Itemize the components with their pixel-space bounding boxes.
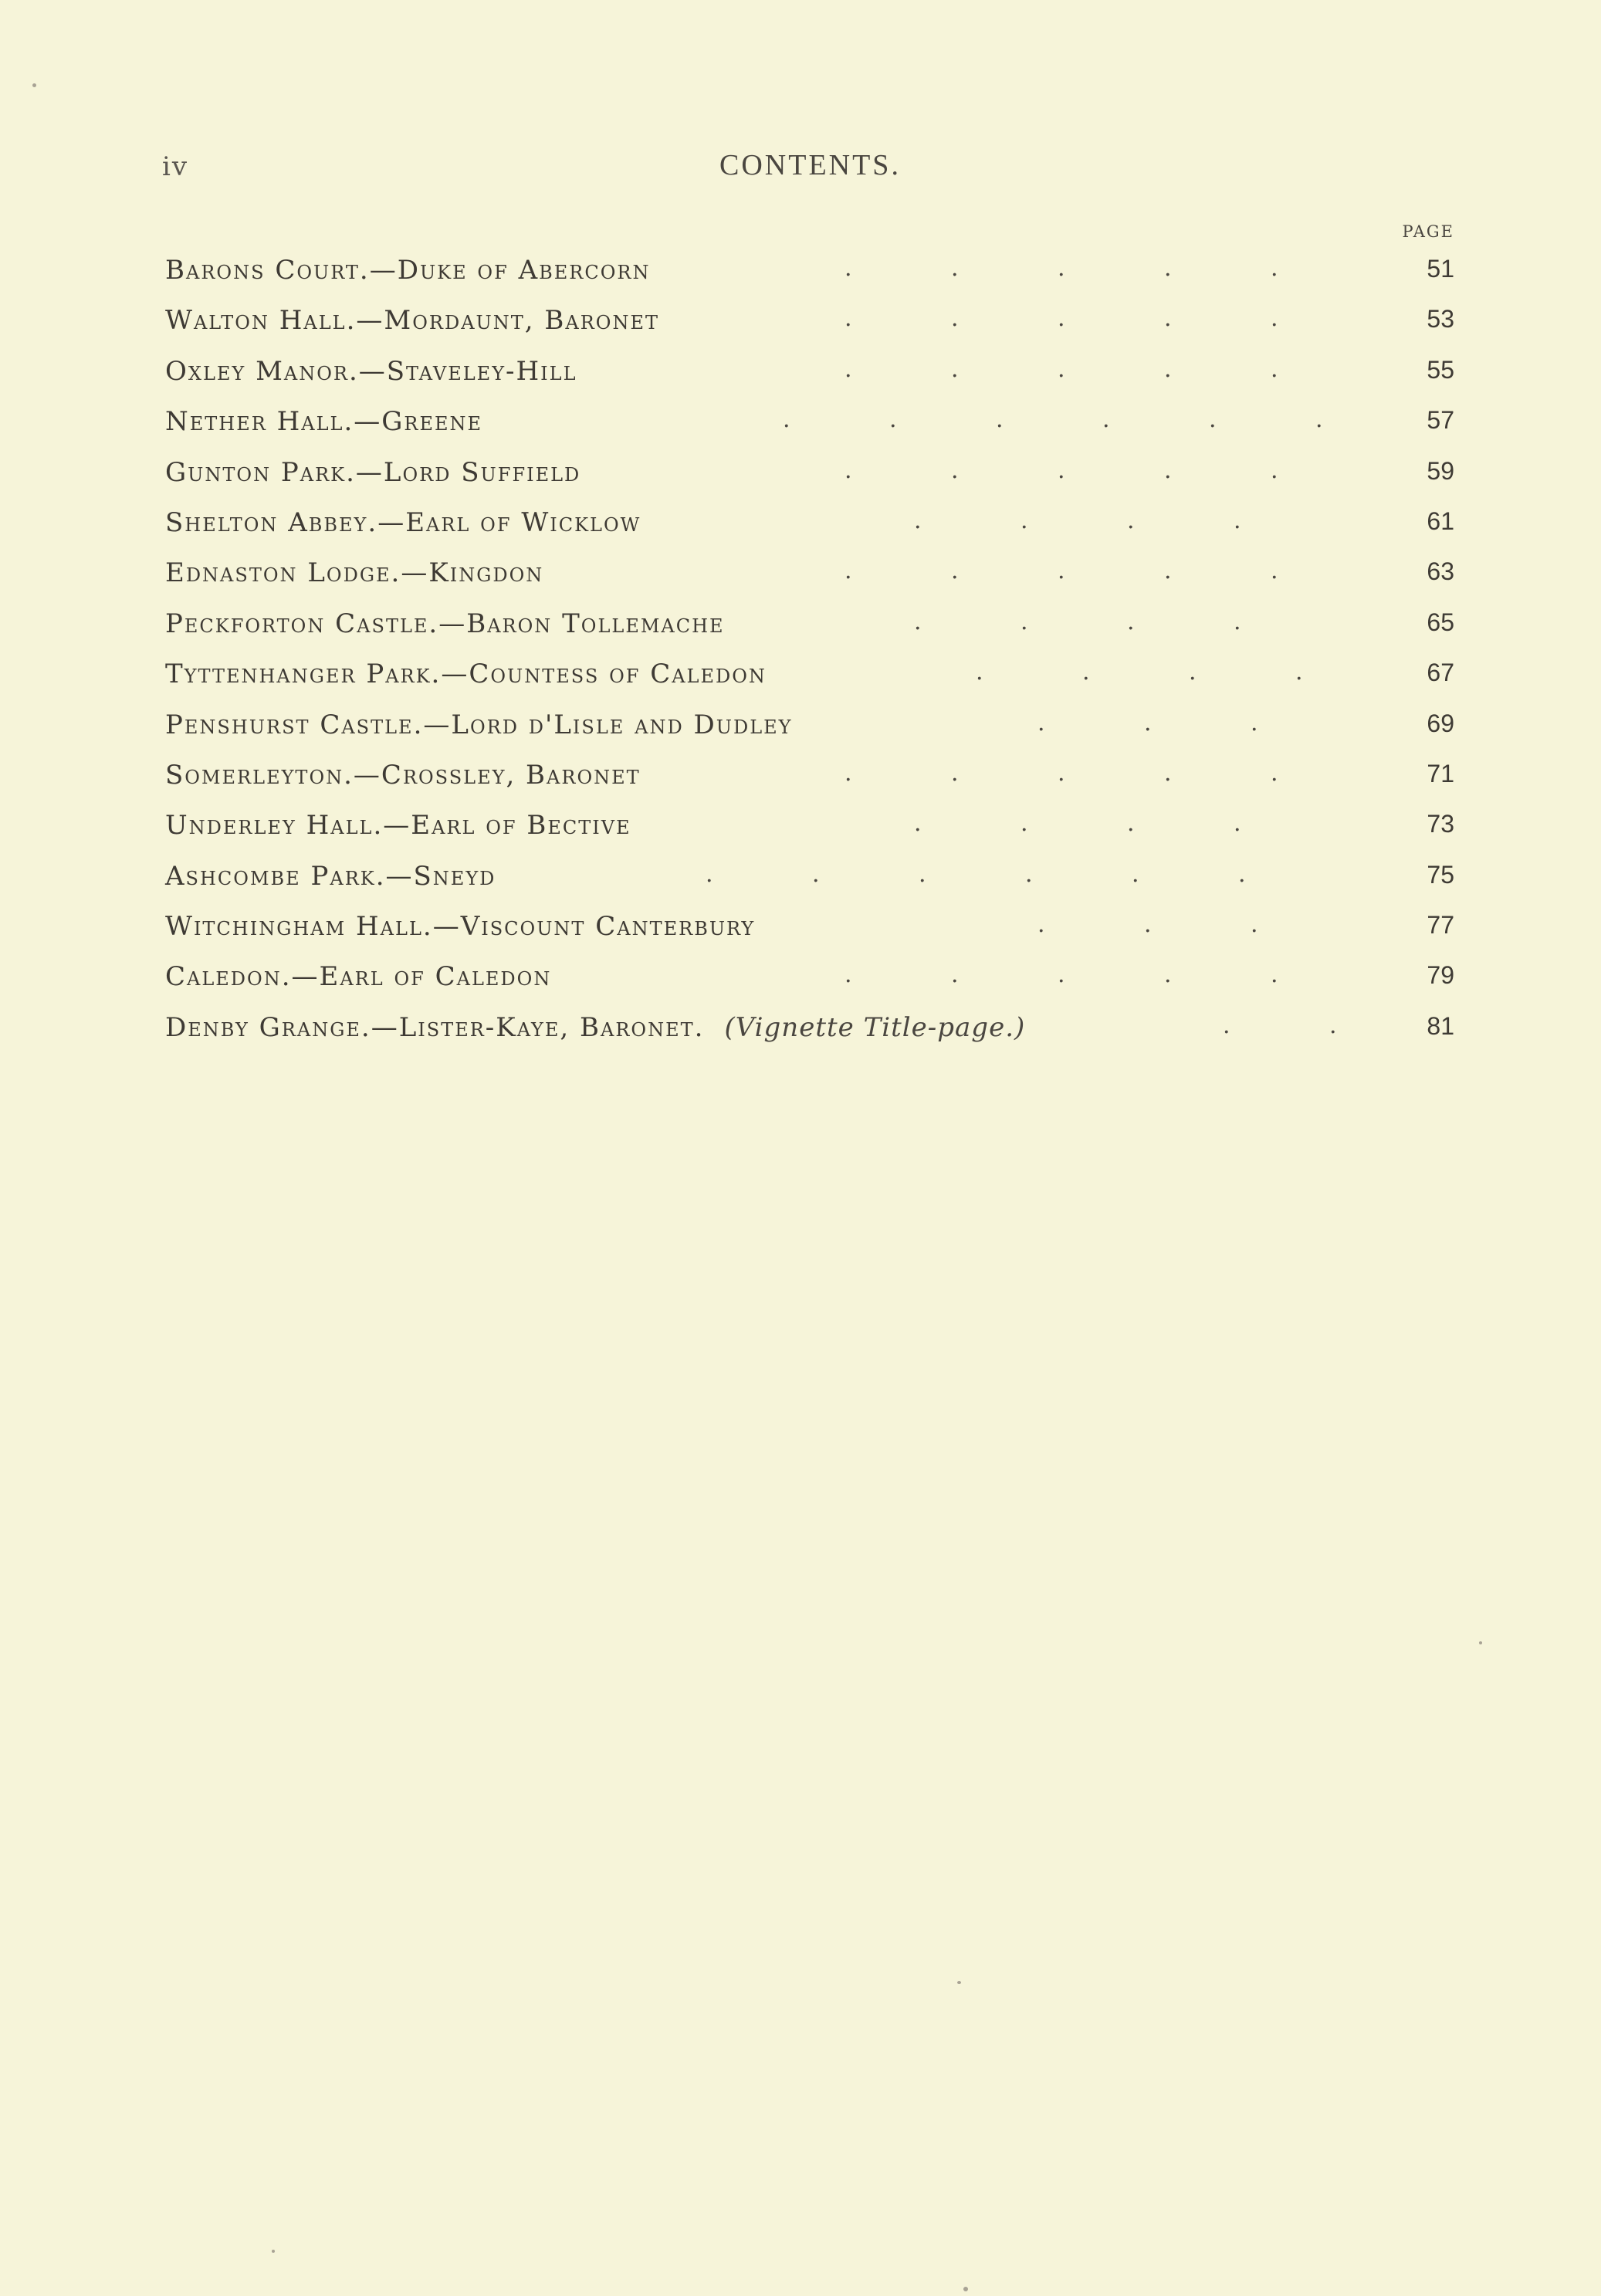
toc-entry [165, 861, 1454, 911]
leader-dot: . [1144, 709, 1152, 737]
leader-dot: . [1082, 659, 1090, 686]
leader-dot: . [812, 860, 820, 888]
leader-dot: . [976, 659, 983, 686]
leader-dot: . [1234, 810, 1241, 838]
toc-entry [165, 961, 1454, 1011]
leader-dot: . [1164, 759, 1172, 787]
entry-note: (Vignette Title-page.) [724, 1011, 1026, 1043]
toc-page-number: 75 [1427, 860, 1454, 889]
leader-dot: . [951, 305, 959, 333]
leader-dot: . [845, 305, 852, 333]
leader-dot: . [1164, 255, 1172, 282]
toc-entry [165, 810, 1454, 860]
leader-dot: . [1189, 659, 1197, 686]
leader-dot: . [1223, 1011, 1230, 1039]
leader-dot: . [1127, 506, 1135, 534]
leader-dot: . [1271, 759, 1278, 787]
toc-page-number: 63 [1427, 557, 1454, 586]
leader-dot: . [845, 456, 852, 484]
toc-entry [165, 608, 1454, 659]
leader-dot: . [1209, 406, 1217, 434]
dot-leaders [165, 608, 1400, 639]
toc-entry [165, 1012, 1454, 1062]
toc-page-number: 73 [1427, 810, 1454, 838]
toc-entry [165, 255, 1454, 305]
dot-leaders [165, 406, 1400, 437]
leader-dot: . [914, 608, 922, 635]
toc-page-number: 71 [1427, 759, 1454, 787]
leader-dot: . [951, 557, 959, 585]
toc-page-number: 77 [1427, 911, 1454, 940]
leader-dot: . [1295, 659, 1303, 686]
toc-entry [165, 507, 1454, 557]
leader-dot: . [919, 860, 926, 888]
leader-dot: . [706, 860, 713, 888]
toc-page-number: 65 [1427, 608, 1454, 636]
leader-dot: . [1037, 709, 1045, 737]
leader-dot: . [1164, 305, 1172, 333]
leader-dot: . [951, 255, 959, 282]
toc-entry [165, 305, 1454, 355]
leader-dot: . [951, 355, 959, 383]
leader-dot: . [1058, 456, 1065, 484]
entry-title-text: Denby Grange.—Lister-Kaye, Baronet. [165, 1011, 705, 1043]
dot-leaders [165, 305, 1400, 336]
leader-dot: . [1315, 406, 1323, 434]
leader-dot: . [914, 810, 922, 838]
leader-dot: . [1164, 355, 1172, 383]
toc-page-number: 53 [1427, 305, 1454, 334]
dot-leaders [165, 709, 1400, 740]
toc-page-number: 55 [1427, 355, 1454, 384]
dot-leaders [165, 557, 1400, 588]
dot-leaders [165, 810, 1400, 841]
leader-dot: . [1271, 961, 1278, 989]
toc-page-number: 79 [1427, 961, 1454, 990]
leader-dot: . [1271, 355, 1278, 383]
leader-dot: . [1271, 255, 1278, 282]
toc-entry [165, 557, 1454, 608]
leader-dot: . [1058, 255, 1065, 282]
paper-speck [963, 2287, 968, 2291]
entry-title-text: Oxley Manor.—Staveley-Hill [165, 355, 577, 387]
paper-speck [1479, 1641, 1482, 1644]
entry-title-text: Ednaston Lodge.—Kingdon [165, 557, 544, 589]
running-head-title: CONTENTS. [719, 149, 901, 181]
entry-title-text: Underley Hall.—Earl of Bective [165, 810, 631, 842]
leader-dot: . [889, 406, 897, 434]
toc-entry [165, 659, 1454, 709]
leader-dot: . [951, 456, 959, 484]
leader-dot: . [996, 406, 1004, 434]
toc-entry [165, 709, 1454, 760]
toc-entry [165, 356, 1454, 406]
leader-dot: . [845, 355, 852, 383]
entry-title-text: Peckforton Castle.—Baron Tollemache [165, 608, 725, 639]
leader-dot: . [1271, 557, 1278, 585]
toc-page-number: 81 [1427, 1011, 1454, 1040]
leader-dot: . [845, 759, 852, 787]
toc-page-number: 51 [1427, 255, 1454, 283]
leader-dot: . [951, 961, 959, 989]
dot-leaders [165, 961, 1400, 992]
entry-title-text: Shelton Abbey.—Earl of Wicklow [165, 506, 641, 538]
leader-dot: . [1251, 911, 1258, 939]
leader-dot: . [1021, 506, 1028, 534]
dot-leaders [165, 1012, 1400, 1043]
paper-speck [272, 2250, 275, 2253]
toc-page-number: 69 [1427, 709, 1454, 737]
leader-dot: . [1164, 961, 1172, 989]
paper-speck [32, 83, 36, 87]
toc-entry [165, 911, 1454, 961]
entry-title-text: Walton Hall.—Mordaunt, Baronet [165, 305, 659, 337]
contents-list [165, 255, 1454, 1062]
toc-entry [165, 406, 1454, 456]
leader-dot: . [845, 557, 852, 585]
entry-title-text: Witchingham Hall.—Viscount Canterbury [165, 911, 756, 943]
entry-title-text: Barons Court.—Duke of Abercorn [165, 255, 651, 286]
leader-dot: . [1021, 810, 1028, 838]
leader-dot: . [1058, 759, 1065, 787]
entry-title-text: Nether Hall.—Greene [165, 406, 483, 438]
entry-title-text: Penshurst Castle.—Lord d'Lisle and Dudley [165, 709, 793, 740]
leader-dot: . [1329, 1011, 1337, 1039]
dot-leaders [165, 760, 1400, 791]
entry-title-text: Tyttenhanger Park.—Countess of Caledon [165, 659, 767, 690]
leader-dot: . [1058, 305, 1065, 333]
leader-dot: . [845, 961, 852, 989]
dot-leaders [165, 659, 1400, 689]
dot-leaders [165, 507, 1400, 538]
leader-dot: . [845, 255, 852, 282]
entry-title-text: Ashcombe Park.—Sneyd [165, 860, 496, 892]
page-folio: iv [162, 151, 189, 182]
leader-dot: . [1058, 355, 1065, 383]
leader-dot: . [1251, 709, 1258, 737]
entry-title-text: Gunton Park.—Lord Suffield [165, 456, 581, 488]
leader-dot: . [1102, 406, 1110, 434]
leader-dot: . [1234, 608, 1241, 635]
leader-dot: . [1058, 961, 1065, 989]
leader-dot: . [1058, 557, 1065, 585]
leader-dot: . [1271, 305, 1278, 333]
toc-page-number: 59 [1427, 456, 1454, 485]
leader-dot: . [1127, 608, 1135, 635]
leader-dot: . [1025, 860, 1033, 888]
leader-dot: . [1271, 456, 1278, 484]
leader-dot: . [1164, 557, 1172, 585]
entry-title-text: Caledon.—Earl of Caledon [165, 961, 552, 993]
leader-dot: . [783, 406, 790, 434]
dot-leaders [165, 911, 1400, 942]
paper-speck [957, 1981, 961, 1984]
toc-entry [165, 760, 1454, 810]
leader-dot: . [914, 506, 922, 534]
dot-leaders [165, 356, 1400, 387]
leader-dot: . [1132, 860, 1139, 888]
toc-entry [165, 457, 1454, 507]
dot-leaders [165, 255, 1400, 286]
leader-dot: . [951, 759, 959, 787]
leader-dot: . [1127, 810, 1135, 838]
leader-dot: . [1037, 911, 1045, 939]
leader-dot: . [1164, 456, 1172, 484]
dot-leaders [165, 457, 1400, 488]
toc-page-number: 61 [1427, 506, 1454, 535]
leader-dot: . [1238, 860, 1246, 888]
toc-page-number: 67 [1427, 659, 1454, 687]
page-column-label: PAGE [1402, 222, 1454, 241]
leader-dot: . [1234, 506, 1241, 534]
leader-dot: . [1144, 911, 1152, 939]
toc-page-number: 57 [1427, 406, 1454, 435]
dot-leaders [165, 861, 1400, 892]
entry-title-text: Somerleyton.—Crossley, Baronet [165, 759, 641, 791]
leader-dot: . [1021, 608, 1028, 635]
